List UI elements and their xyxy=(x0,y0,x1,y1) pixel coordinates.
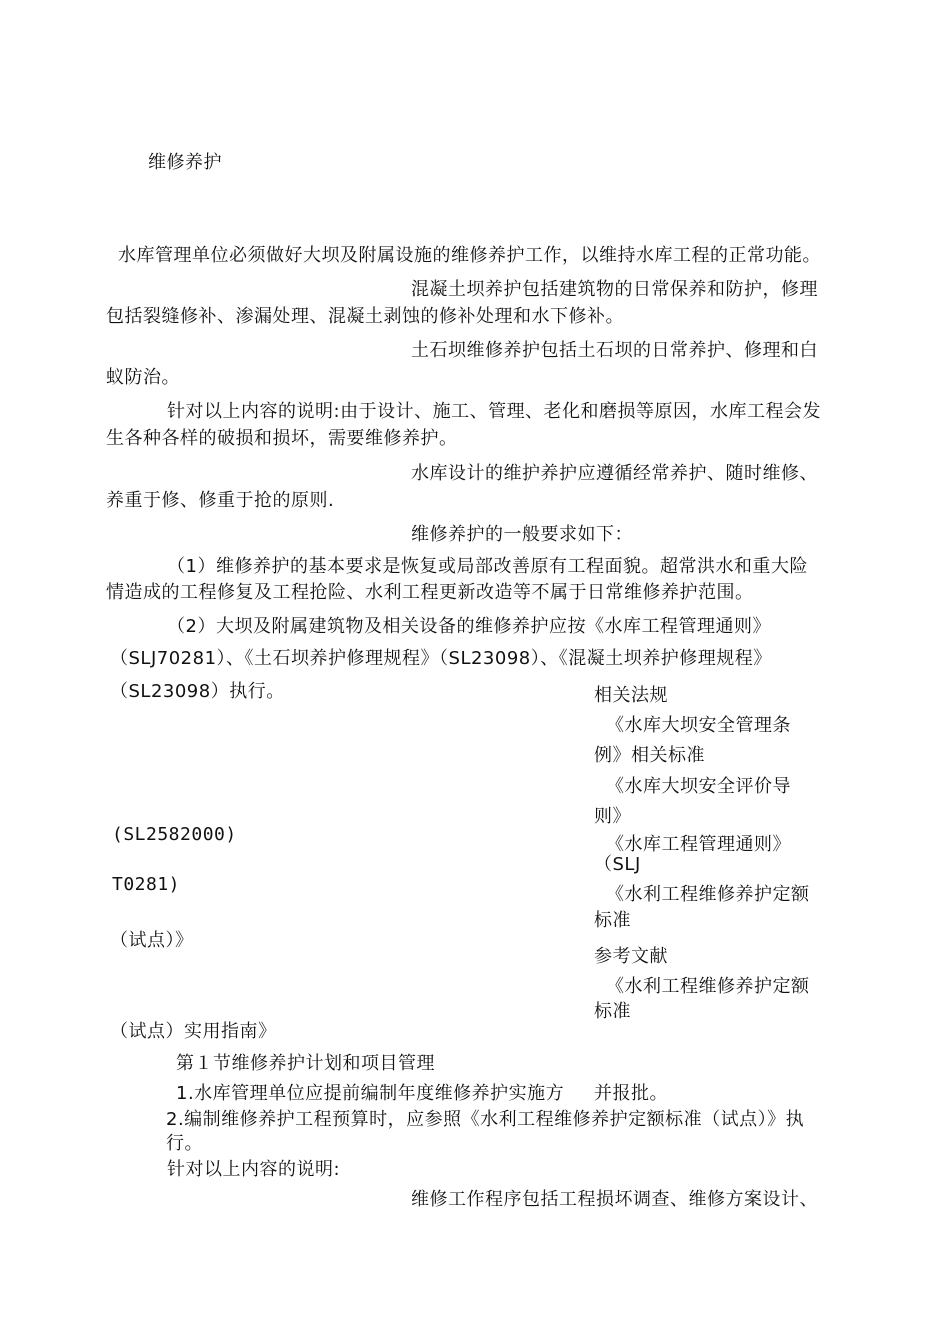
side-item-4: 《水利工程维修养护定额 xyxy=(606,884,810,905)
left-fragment-3: （试点）》 xyxy=(110,930,194,951)
list-item-1: 1.水库管理单位应提前编制年度维修养护实施方 xyxy=(176,1083,565,1104)
side-item-1-cont: 例》相关标准 xyxy=(594,745,705,766)
paragraph-4-line-2: 生各种各样的破损和损坏，需要维修养护。 xyxy=(106,428,458,449)
paragraph-8-line-1: （2）大坝及附属建筑物及相关设备的维修养护应按《水库工程管理通则》 xyxy=(167,616,771,637)
side-heading-regulations: 相关法规 xyxy=(594,685,668,706)
left-fragment-1: (SL2582000) xyxy=(112,824,237,845)
side-item-3-cont: （SLJ xyxy=(594,854,641,875)
side-item-4-cont: 标准 xyxy=(594,910,631,931)
list-item-2: 2.编制维修养护工程预算时，应参照《水利工程维修养护定额标准（试点）》执 xyxy=(166,1109,805,1130)
paragraph-8-line-2: （SLJ70281）、《土石坝养护修理规程》（SL23098）、《混凝土坝养护修理规程》 xyxy=(110,648,772,669)
note-label: 针对以上内容的说明: xyxy=(167,1159,341,1180)
paragraph-3-line-1: 土石坝维修养护包括土石坝的日常养护、修理和白 xyxy=(411,340,818,361)
side-item-2: 《水库大坝安全评价导 xyxy=(606,776,791,797)
paragraph-8-line-3: （SL23098）执行。 xyxy=(110,681,285,702)
side-item-5: 《水利工程维修养护定额 xyxy=(606,976,810,997)
list-item-2-cont: 行。 xyxy=(166,1133,203,1154)
left-fragment-4: （试点）实用指南》 xyxy=(110,1021,277,1042)
paragraph-5-line-2: 养重于修、修重于抢的原则. xyxy=(106,490,335,511)
section-title: 第１节维修养护计划和项目管理 xyxy=(176,1053,435,1074)
paragraph-2-line-2: 包括裂缝修补、渗漏处理、混凝土剥蚀的修补处理和水下修补。 xyxy=(106,306,624,327)
paragraph-7-line-1: （1）维修养护的基本要求是恢复或局部改善原有工程面貌。超常洪水和重大险 xyxy=(167,556,808,577)
paragraph-4-line-1: 针对以上内容的说明:由于设计、施工、管理、老化和磨损等原因，水库工程会发 xyxy=(167,401,822,422)
side-item-1: 《水库大坝安全管理条 xyxy=(606,715,791,736)
side-item-3: 《水库工程管理通则》 xyxy=(606,834,791,855)
paragraph-3-line-2: 蚁防治。 xyxy=(106,367,180,388)
paragraph-6: 维修养护的一般要求如下： xyxy=(411,524,633,545)
list-item-1-cont: 并报批。 xyxy=(594,1083,668,1104)
side-item-5-cont: 标准 xyxy=(594,1001,631,1022)
paragraph-1: 水库管理单位必须做好大坝及附属设施的维修养护工作，以维持水库工程的正常功能。 xyxy=(118,245,821,266)
doc-title: 维修养护 xyxy=(148,152,222,173)
side-item-2-cont: 则》 xyxy=(594,806,631,827)
side-heading-references: 参考文献 xyxy=(594,946,668,967)
paragraph-7-line-2: 情造成的工程修复及工程抢险、水利工程更新改造等不属于日常维修养护范围。 xyxy=(106,582,754,603)
paragraph-5-line-1: 水库设计的维护养护应遵循经常养护、随时维修、 xyxy=(411,463,818,484)
paragraph-2-line-1: 混凝土坝养护包括建筑物的日常保养和防护，修理 xyxy=(411,279,818,300)
last-paragraph: 维修工作程序包括工程损坏调查、维修方案设计、 xyxy=(411,1189,818,1210)
left-fragment-2: T0281) xyxy=(112,874,181,895)
